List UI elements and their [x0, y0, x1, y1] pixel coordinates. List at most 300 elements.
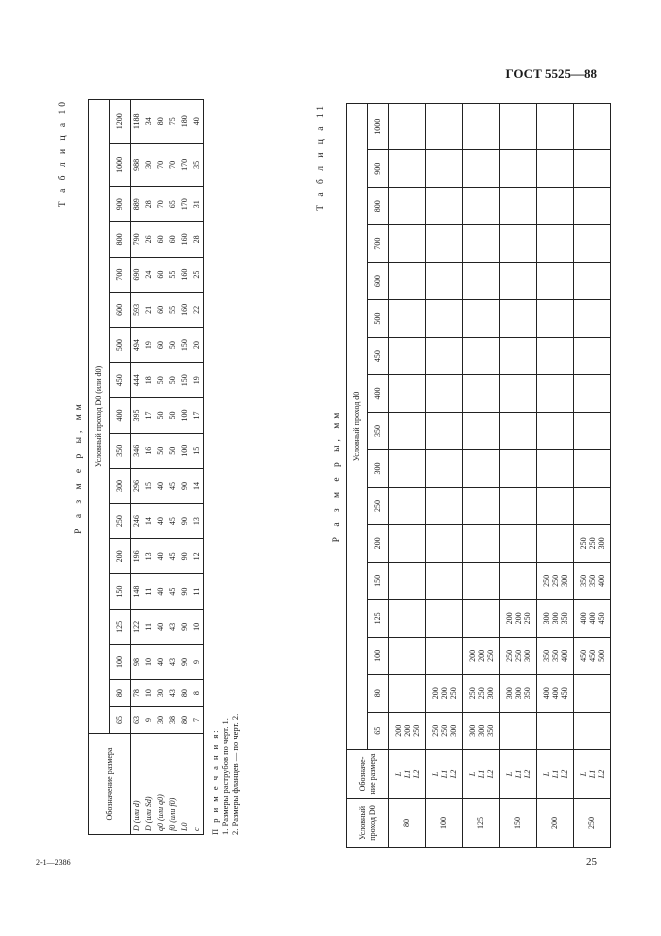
table-10-row-label: f0 (или f0) — [167, 734, 179, 835]
table-11-cell — [574, 262, 611, 299]
table-11-value: 300 — [513, 687, 523, 700]
size-label: L — [541, 771, 551, 777]
table-10-cell: 11 — [143, 574, 155, 609]
table-11-value: 300 — [467, 724, 477, 737]
table-11-cell — [537, 637, 574, 674]
table-10-col-header: 400 — [110, 398, 131, 433]
table-11-value: 400 — [596, 574, 606, 587]
table-10-row-label: D (или Sd) — [143, 734, 155, 835]
table-11-d0-cell: 150 — [500, 799, 537, 848]
table-11-cell — [389, 712, 426, 749]
table-10-cell: 160 — [179, 292, 191, 327]
table-11-cell — [389, 562, 426, 599]
table-11-cell — [463, 600, 500, 637]
table-11-cell — [500, 375, 537, 412]
table-10-row-label: q0 (или q0) — [155, 734, 167, 835]
table-11-cell — [463, 225, 500, 262]
table-11-cell — [389, 187, 426, 224]
table-10-block — [58, 99, 240, 835]
size-label: L1 — [439, 769, 449, 779]
table-11-d0-cell: 250 — [574, 799, 611, 848]
table-11-cell — [463, 675, 500, 712]
size-label: L1 — [587, 769, 597, 779]
table-11-cell — [389, 675, 426, 712]
table-11-col-header: 500 — [368, 300, 389, 337]
table-11-cell — [426, 104, 463, 151]
table-10-cell: 50 — [167, 363, 179, 398]
table-11-cell — [426, 337, 463, 374]
table-10-cell: 60 — [155, 257, 167, 292]
table-10-cell: 180 — [179, 100, 191, 144]
table-11-cell — [574, 675, 611, 712]
table-11-cell — [537, 487, 574, 524]
table-10-cell: 19 — [143, 327, 155, 362]
table-11-cell — [426, 262, 463, 299]
table-11-value: 250 — [485, 649, 495, 662]
table-11-cell — [537, 300, 574, 337]
table-10-cell: 196 — [131, 539, 144, 574]
table-11-row — [537, 104, 574, 848]
table-10-cell: 40 — [155, 539, 167, 574]
table-10-title: Т а б л и ц а 10 — [58, 99, 68, 208]
table-10-col-header: 1200 — [110, 100, 131, 144]
table-10-caption: Р а з м е р ы, мм — [74, 400, 84, 534]
table-10-cell: 30 — [143, 143, 155, 187]
table-10-cell: 50 — [167, 398, 179, 433]
print-code: 2-1—2386 — [36, 858, 71, 867]
table-11-cell — [426, 187, 463, 224]
table-11-value: 250 — [550, 574, 560, 587]
note-1: 1. Размеры раструбов по черт. 1. — [220, 718, 230, 835]
table-10-col-header: 125 — [110, 609, 131, 644]
table-10-col-header: 80 — [110, 680, 131, 707]
table-11-cell — [500, 525, 537, 562]
table-10-col-header: 800 — [110, 222, 131, 257]
table-11 — [346, 103, 611, 848]
table-11-value: 350 — [578, 574, 588, 587]
table-11-cell — [463, 637, 500, 674]
table-11-cell — [500, 337, 537, 374]
page-number: 25 — [586, 856, 597, 868]
table-11-value: 250 — [504, 649, 514, 662]
table-11-value: 200 — [402, 724, 412, 737]
table-10-cell: 43 — [167, 644, 179, 679]
table-11-row — [500, 104, 537, 848]
table-11-value: 250 — [411, 724, 421, 737]
table-11-cell — [500, 225, 537, 262]
table-10-cell: 346 — [131, 433, 144, 468]
table-10-row-label: L0 — [179, 734, 191, 835]
table-11-head-group: Условный проход d0 — [347, 104, 368, 750]
table-10-row — [155, 100, 167, 835]
table-10-cell: 50 — [155, 398, 167, 433]
table-10-cell: 14 — [143, 504, 155, 539]
size-label: L — [467, 771, 477, 777]
table-11-labels-cell — [463, 750, 500, 799]
table-10-col-header: 300 — [110, 468, 131, 503]
table-10-cell: 10 — [143, 680, 155, 707]
table-10-col-header: 450 — [110, 363, 131, 398]
table-11-cell — [426, 525, 463, 562]
table-11-value: 200 — [504, 612, 514, 625]
table-11-col-header: 800 — [368, 187, 389, 224]
table-10-cell: 63 — [131, 707, 144, 734]
table-11-cell — [500, 712, 537, 749]
table-10-cell: 45 — [167, 574, 179, 609]
table-10-cell: 17 — [191, 398, 204, 433]
table-10-cell: 90 — [179, 644, 191, 679]
table-10-cell: 50 — [155, 363, 167, 398]
table-11-value: 300 — [522, 649, 532, 662]
table-11-cell — [500, 187, 537, 224]
table-11-col-header: 150 — [368, 562, 389, 599]
table-11-cell — [463, 562, 500, 599]
table-11-cell — [389, 300, 426, 337]
table-10-cell: 10 — [191, 609, 204, 644]
table-10-row — [191, 100, 204, 835]
table-11-cell — [574, 337, 611, 374]
table-11-cell — [389, 637, 426, 674]
table-11-cell — [500, 637, 537, 674]
table-11-value: 300 — [559, 574, 569, 587]
table-11-d0-cell: 200 — [537, 799, 574, 848]
table-10-cell: 45 — [167, 468, 179, 503]
table-11-value: 300 — [476, 724, 486, 737]
table-10-cell: 70 — [155, 187, 167, 222]
table-10-cell: 55 — [167, 257, 179, 292]
table-11-cell — [537, 225, 574, 262]
table-10-cell: 60 — [155, 292, 167, 327]
table-11-cell — [500, 600, 537, 637]
table-11-cell — [574, 637, 611, 674]
table-11-cell — [537, 150, 574, 187]
table-11-value: 300 — [550, 612, 560, 625]
table-11-row — [574, 104, 611, 848]
table-11-value: 400 — [559, 649, 569, 662]
table-10-cell: 70 — [155, 143, 167, 187]
table-10-row — [143, 100, 155, 835]
table-10-col-header: 100 — [110, 644, 131, 679]
table-11-cell — [537, 262, 574, 299]
table-10-cell: 1188 — [131, 100, 144, 144]
table-11-cell — [574, 225, 611, 262]
table-10-cell: 80 — [155, 100, 167, 144]
table-10-head-group: Условный проход D0 (или d0) — [89, 100, 110, 734]
table-11-cell — [463, 187, 500, 224]
table-10-cell: 40 — [155, 468, 167, 503]
table-10-cell: 122 — [131, 609, 144, 644]
table-11-value: 200 — [439, 687, 449, 700]
table-11-col-header: 1000 — [368, 104, 389, 151]
table-11-labels-cell — [500, 750, 537, 799]
table-11-cell — [574, 450, 611, 487]
table-10-cell: 18 — [143, 363, 155, 398]
table-11-head-label: Обозначе- ние размера — [347, 750, 389, 799]
table-10-col-header: 900 — [110, 187, 131, 222]
table-11-cell — [500, 104, 537, 151]
table-10-cell: 40 — [155, 609, 167, 644]
table-11-col-header: 300 — [368, 450, 389, 487]
table-10-head-label: Обозначение размера — [89, 734, 131, 835]
table-11-cell — [500, 412, 537, 449]
table-10-cell: 246 — [131, 504, 144, 539]
table-11-value: 300 — [541, 612, 551, 625]
table-10-cell: 40 — [155, 574, 167, 609]
size-label: L2 — [522, 769, 532, 779]
table-11-cell — [426, 637, 463, 674]
size-label: L — [578, 771, 588, 777]
table-10-cell: 90 — [179, 539, 191, 574]
table-11-value: 300 — [596, 537, 606, 550]
table-11-cell — [426, 300, 463, 337]
table-11-value: 250 — [513, 649, 523, 662]
table-11-cell — [463, 150, 500, 187]
table-10-cell: 31 — [191, 187, 204, 222]
table-10-cell: 889 — [131, 187, 144, 222]
table-10-cell: 40 — [155, 504, 167, 539]
table-10-cell: 494 — [131, 327, 144, 362]
table-11-row — [426, 104, 463, 848]
table-11-cell — [574, 187, 611, 224]
table-11-value: 250 — [541, 574, 551, 587]
table-10-cell: 43 — [167, 609, 179, 644]
table-11-cell — [426, 150, 463, 187]
table-11-cell — [574, 150, 611, 187]
table-10-col-header: 65 — [110, 707, 131, 734]
table-10-cell: 15 — [191, 433, 204, 468]
table-11-cell — [389, 487, 426, 524]
table-11-cell — [500, 150, 537, 187]
table-10-cell: 593 — [131, 292, 144, 327]
table-11-cell — [500, 300, 537, 337]
table-11-cell — [426, 600, 463, 637]
size-label: L2 — [485, 769, 495, 779]
size-label: L2 — [411, 769, 421, 779]
table-11-col-header: 350 — [368, 412, 389, 449]
table-11-value: 400 — [578, 612, 588, 625]
table-10-cell: 160 — [179, 222, 191, 257]
table-11-value: 200 — [476, 649, 486, 662]
table-11-cell — [537, 104, 574, 151]
table-11-title: Т а б л и ц а 11 — [316, 103, 326, 211]
table-11-cell — [574, 412, 611, 449]
table-10-notes — [210, 99, 240, 835]
table-11-col-header: 100 — [368, 637, 389, 674]
table-11-cell — [426, 487, 463, 524]
table-10-cell: 22 — [191, 292, 204, 327]
table-11-cell — [426, 675, 463, 712]
table-10-col-header: 1000 — [110, 143, 131, 187]
table-10-cell: 20 — [191, 327, 204, 362]
table-10-cell: 150 — [179, 327, 191, 362]
table-11-cell — [463, 487, 500, 524]
table-11-cell — [463, 450, 500, 487]
table-11-col-header: 450 — [368, 337, 389, 374]
table-11-value: 250 — [578, 537, 588, 550]
table-10-col-header: 150 — [110, 574, 131, 609]
table-10-cell: 90 — [179, 574, 191, 609]
table-11-value: 400 — [541, 687, 551, 700]
table-10-cell: 35 — [191, 143, 204, 187]
table-11-caption: Р а з м е р ы, мм — [332, 408, 342, 543]
table-11-labels-cell — [574, 750, 611, 799]
table-11-value: 400 — [587, 612, 597, 625]
table-11-value: 500 — [596, 649, 606, 662]
table-11-value: 250 — [467, 687, 477, 700]
table-11-value: 250 — [448, 687, 458, 700]
table-11-value: 200 — [393, 724, 403, 737]
table-11-cell — [389, 600, 426, 637]
table-11-cell — [500, 262, 537, 299]
table-11-row — [389, 104, 426, 848]
table-10-cell: 296 — [131, 468, 144, 503]
table-10-cell: 7 — [191, 707, 204, 734]
table-10-cell: 45 — [167, 539, 179, 574]
table-10-cell: 988 — [131, 143, 144, 187]
table-10-cell: 21 — [143, 292, 155, 327]
size-label: L2 — [596, 769, 606, 779]
table-10-cell: 43 — [167, 680, 179, 707]
table-11-cell — [426, 412, 463, 449]
table-10-cell: 28 — [191, 222, 204, 257]
table-10-col-header: 700 — [110, 257, 131, 292]
table-10-cell: 30 — [155, 680, 167, 707]
table-10-cell: 8 — [191, 680, 204, 707]
table-10-cell: 50 — [167, 433, 179, 468]
size-label: L2 — [448, 769, 458, 779]
table-10-cell: 90 — [179, 504, 191, 539]
table-10-cell: 100 — [179, 398, 191, 433]
table-10-cell: 9 — [143, 707, 155, 734]
table-10-cell: 78 — [131, 680, 144, 707]
table-10-cell: 12 — [191, 539, 204, 574]
table-10-cell: 690 — [131, 257, 144, 292]
table-11-cell — [537, 412, 574, 449]
table-11-head-d0: Условный проход D0 — [347, 799, 389, 848]
table-10-cell: 40 — [191, 100, 204, 144]
table-11-value: 450 — [596, 612, 606, 625]
table-10-cell: 14 — [191, 468, 204, 503]
table-10 — [88, 99, 204, 835]
table-11-cell — [389, 375, 426, 412]
size-label: L2 — [559, 769, 569, 779]
table-10-col-header: 250 — [110, 504, 131, 539]
table-11-cell — [574, 300, 611, 337]
table-10-cell: 19 — [191, 363, 204, 398]
table-10-cell: 28 — [143, 187, 155, 222]
table-11-d0-cell: 125 — [463, 799, 500, 848]
table-11-cell — [574, 375, 611, 412]
table-11-cell — [574, 525, 611, 562]
table-11-cell — [426, 562, 463, 599]
table-11-value: 450 — [559, 687, 569, 700]
table-11-cell — [500, 562, 537, 599]
document-header: ГОСТ 5525—88 — [505, 66, 597, 81]
table-10-cell: 9 — [191, 644, 204, 679]
table-10-cell: 25 — [191, 257, 204, 292]
table-11-cell — [574, 487, 611, 524]
table-11-value: 200 — [467, 649, 477, 662]
table-11-col-header: 80 — [368, 675, 389, 712]
table-11-cell — [389, 412, 426, 449]
table-10-cell: 30 — [155, 707, 167, 734]
table-11-cell — [426, 450, 463, 487]
table-10-cell: 160 — [179, 257, 191, 292]
table-10-cell: 15 — [143, 468, 155, 503]
size-label: L1 — [513, 769, 523, 779]
table-11-cell — [463, 712, 500, 749]
table-11-value: 400 — [550, 687, 560, 700]
table-10-cell: 24 — [143, 257, 155, 292]
table-11-cell — [574, 712, 611, 749]
table-11-cell — [389, 450, 426, 487]
table-10-row — [131, 100, 144, 835]
table-11-cell — [426, 225, 463, 262]
table-10-cell: 11 — [143, 609, 155, 644]
table-11-cell — [389, 337, 426, 374]
table-11-cell — [389, 225, 426, 262]
table-11-labels-cell — [389, 750, 426, 799]
table-11-cell — [463, 300, 500, 337]
size-label: L — [430, 771, 440, 777]
table-11-cell — [537, 600, 574, 637]
table-10-cell: 170 — [179, 143, 191, 187]
size-label: L1 — [476, 769, 486, 779]
table-10-cell: 26 — [143, 222, 155, 257]
table-11-value: 350 — [559, 612, 569, 625]
table-10-cell: 40 — [155, 644, 167, 679]
table-10-cell: 80 — [179, 707, 191, 734]
table-11-value: 300 — [504, 687, 514, 700]
table-11-col-header: 600 — [368, 262, 389, 299]
table-10-cell: 11 — [191, 574, 204, 609]
table-11-labels-cell — [426, 750, 463, 799]
table-10-row — [179, 100, 191, 835]
table-11-value: 250 — [587, 537, 597, 550]
table-10-cell: 75 — [167, 100, 179, 144]
table-11-value: 250 — [430, 724, 440, 737]
table-11-cell — [463, 525, 500, 562]
size-label: L1 — [550, 769, 560, 779]
table-10-col-header: 200 — [110, 539, 131, 574]
table-11-cell — [463, 375, 500, 412]
table-10-cell: 444 — [131, 363, 144, 398]
table-10-cell: 55 — [167, 292, 179, 327]
table-10-cell: 90 — [179, 468, 191, 503]
table-10-cell: 17 — [143, 398, 155, 433]
table-11-col-header: 900 — [368, 150, 389, 187]
table-11-block — [316, 103, 611, 848]
table-10-cell: 50 — [167, 327, 179, 362]
table-10-cell: 60 — [155, 327, 167, 362]
size-label: L — [504, 771, 514, 777]
table-10-row — [167, 100, 179, 835]
table-11-cell — [389, 262, 426, 299]
table-11-value: 350 — [550, 649, 560, 662]
table-11-cell — [463, 262, 500, 299]
table-11-col-header: 65 — [368, 712, 389, 749]
table-11-value: 200 — [430, 687, 440, 700]
table-10-cell: 65 — [167, 187, 179, 222]
table-11-value: 300 — [485, 687, 495, 700]
table-10-cell: 34 — [143, 100, 155, 144]
table-11-value: 250 — [522, 612, 532, 625]
table-11-d0-cell: 100 — [426, 799, 463, 848]
table-10-cell: 170 — [179, 187, 191, 222]
table-11-value: 200 — [513, 612, 523, 625]
table-11-cell — [463, 337, 500, 374]
table-11-value: 350 — [485, 724, 495, 737]
